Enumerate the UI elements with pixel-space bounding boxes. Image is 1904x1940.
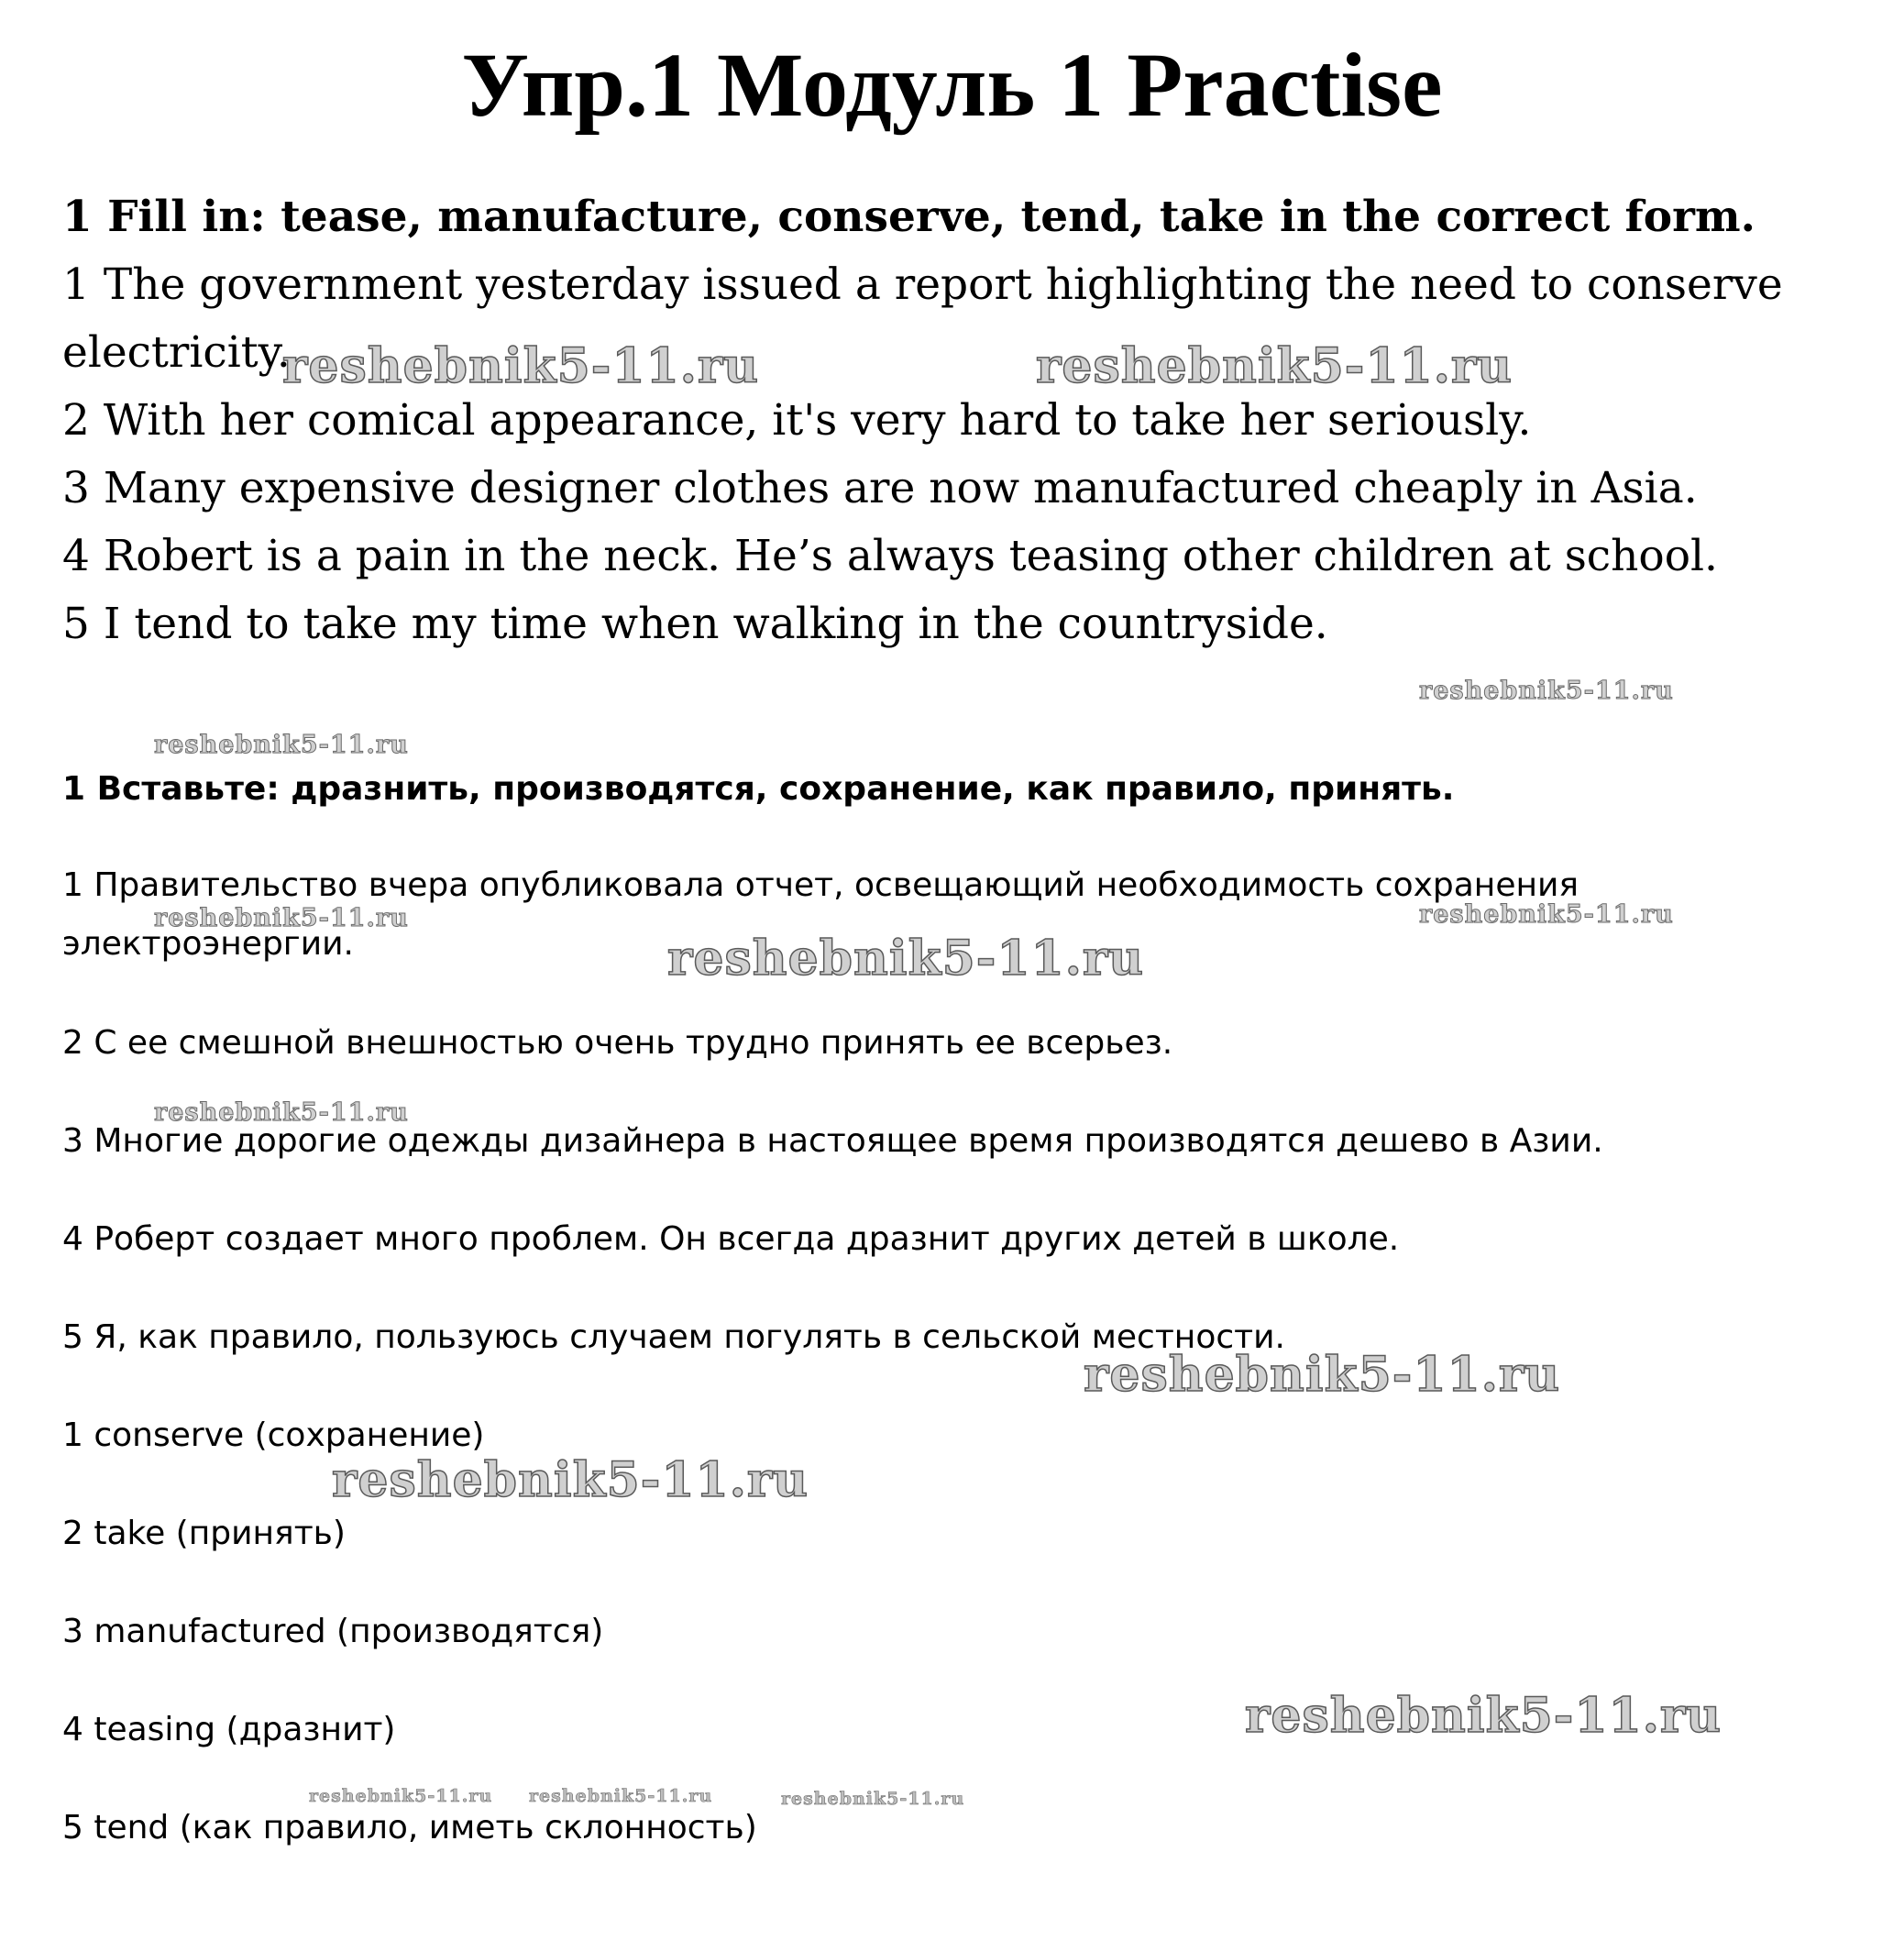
watermark: reshebnik5-11.ru [309,1786,493,1806]
sentence-en-2: 2 With her comical appearance, it's very hard to take her seriously. [62,395,1532,446]
watermark: reshebnik5-11.ru [1419,677,1674,705]
sentence-en-5: 5 I tend to take my time when walking in the countryside. [62,599,1328,649]
watermark: reshebnik5-11.ru [282,338,760,394]
watermark: reshebnik5-11.ru [1084,1347,1561,1403]
answer-2: 2 take (принять) [62,1515,346,1552]
sentence-en-1: 1 The government yesterday issued a report highlighting the need to conserve [62,259,1783,310]
watermark: reshebnik5-11.ru [332,1452,809,1508]
sentence-ru-1-continued: электроэнергии. [62,925,354,963]
sentence-en-1-continued: electricity. [62,327,291,378]
sentence-ru-4: 4 Роберт создает много проблем. Он всегда дразнит других детей в школе. [62,1220,1400,1258]
watermark: reshebnik5-11.ru [667,931,1145,987]
watermark: reshebnik5-11.ru [154,904,409,932]
sentence-ru-2: 2 С ее смешной внешностью очень трудно принять ее всерьез. [62,1024,1173,1062]
sentence-ru-5: 5 Я, как правило, пользуюсь случаем погулять в сельской местности. [62,1318,1285,1356]
sentence-ru-1: 1 Правительство вчера опубликовала отчет, освещающий необходимость сохранения [62,866,1579,904]
page-title: Упр.1 Модуль 1 Practise [461,34,1443,136]
watermark: reshebnik5-11.ru [1419,900,1674,929]
answer-3: 3 manufactured (производятся) [62,1613,604,1650]
watermark: reshebnik5-11.ru [154,731,409,759]
exercise-heading-ru: 1 Вставьте: дразнить, производятся, сохранение, как правило, принять. [62,770,1455,808]
watermark: reshebnik5-11.ru [1245,1688,1722,1744]
watermark: reshebnik5-11.ru [154,1098,409,1127]
answer-5: 5 tend (как правило, иметь склонность) [62,1809,757,1846]
sentence-en-4: 4 Robert is a pain in the neck. He’s always teasing other children at school. [62,531,1718,581]
sentence-en-3: 3 Many expensive designer clothes are now manufactured cheaply in Asia. [62,463,1698,513]
watermark: reshebnik5-11.ru [529,1786,713,1806]
exercise-heading-en: 1 Fill in: tease, manufacture, conserve, tend, take in the correct form. [62,192,1755,242]
watermark: reshebnik5-11.ru [1036,338,1513,394]
answer-4: 4 teasing (дразнит) [62,1711,396,1748]
answer-1: 1 conserve (сохранение) [62,1416,485,1454]
sentence-ru-3: 3 Многие дорогие одежды дизайнера в настоящее время производятся дешево в Азии. [62,1122,1603,1160]
watermark: reshebnik5-11.ru [781,1789,965,1809]
